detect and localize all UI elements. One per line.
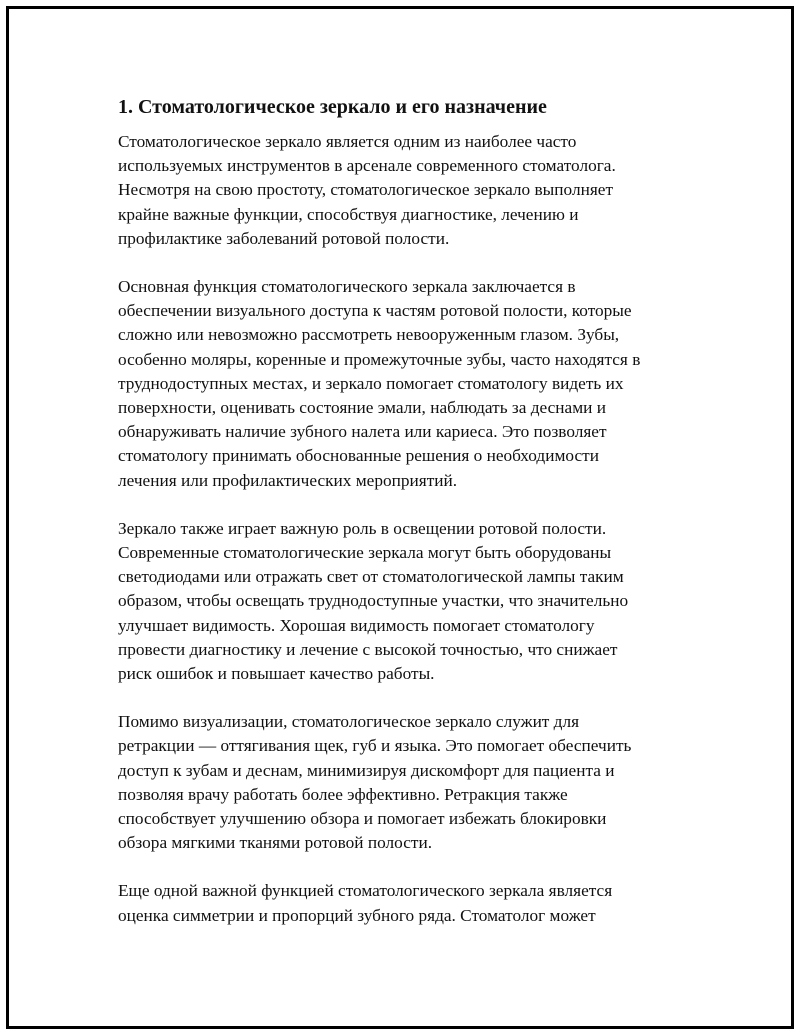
text-line: способствует улучшению обзора и помогает избежать блокировки [118, 809, 607, 829]
text-line: профилактике заболеваний ротовой полости. [118, 228, 450, 248]
text-line: Помимо визуализации, стоматологическое зеркало служит для [118, 712, 580, 732]
text-line: оценка симметрии и пропорций зубного ряда. Стоматолог может [118, 905, 596, 925]
text-line: труднодоступных местах, и зеркало помогает стоматологу видеть их [118, 373, 624, 393]
text-line: стоматологу принимать обоснованные решения о необходимости [118, 446, 599, 466]
text-line: ретракции — оттягивания щек, губ и языка. Это помогает обеспечить [118, 736, 632, 756]
paragraph [118, 130, 698, 251]
text-line: поверхности, оценивать состояние эмали, наблюдать за деснами и [118, 398, 606, 418]
text-line: Основная функция стоматологического зеркала заключается в [118, 277, 576, 297]
paragraph [118, 275, 698, 493]
text-line: Зеркало также играет важную роль в освещении ротовой полости. [118, 518, 607, 538]
text-line: позволяя врачу работать более эффективно. Ретракция также [118, 784, 568, 804]
text-line: образом, чтобы освещать труднодоступные участки, что значительно [118, 591, 629, 611]
document-body [118, 94, 698, 952]
text-line: лечения или профилактических мероприятий. [118, 470, 458, 490]
text-line: используемых инструментов в арсенале современного стоматолога. [118, 156, 616, 176]
text-line: Несмотря на свою простоту, стоматологическое зеркало выполняет [118, 180, 613, 200]
paragraph [118, 517, 698, 686]
text-line: сложно или невозможно рассмотреть невооруженным глазом. Зубы, [118, 325, 620, 345]
text-line: обнаруживать наличие зубного налета или кариеса. Это позволяет [118, 422, 607, 442]
text-line: Современные стоматологические зеркала могут быть оборудованы [118, 543, 612, 563]
text-line: провести диагностику и лечение с высокой точностью, что снижает [118, 639, 618, 659]
text-line: крайне важные функции, способствуя диагностике, лечению и [118, 204, 579, 224]
paragraph [118, 710, 698, 855]
paragraph [118, 879, 698, 927]
text-line: обзора мягкими тканями ротовой полости. [118, 833, 433, 853]
text-line: Стоматологическое зеркало является одним из наиболее часто [118, 132, 577, 151]
text-line: доступ к зубам и деснам, минимизируя дискомфорт для пациента и [118, 760, 615, 780]
section-heading: 1. Стоматологическое зеркало и его назначение [118, 96, 547, 118]
text-line: Еще одной важной функцией стоматологического зеркала является [118, 881, 613, 901]
paragraph-list [118, 130, 698, 928]
text-line: улучшает видимость. Хорошая видимость помогает стоматологу [118, 615, 595, 635]
text-line: светодиодами или отражать свет от стоматологической лампы таким [118, 567, 624, 587]
text-line: особенно моляры, коренные и промежуточные зубы, часто находятся в [118, 349, 641, 369]
text-line: обеспечении визуального доступа к частям ротовой полости, которые [118, 301, 632, 321]
text-line: риск ошибок и повышает качество работы. [118, 664, 435, 684]
